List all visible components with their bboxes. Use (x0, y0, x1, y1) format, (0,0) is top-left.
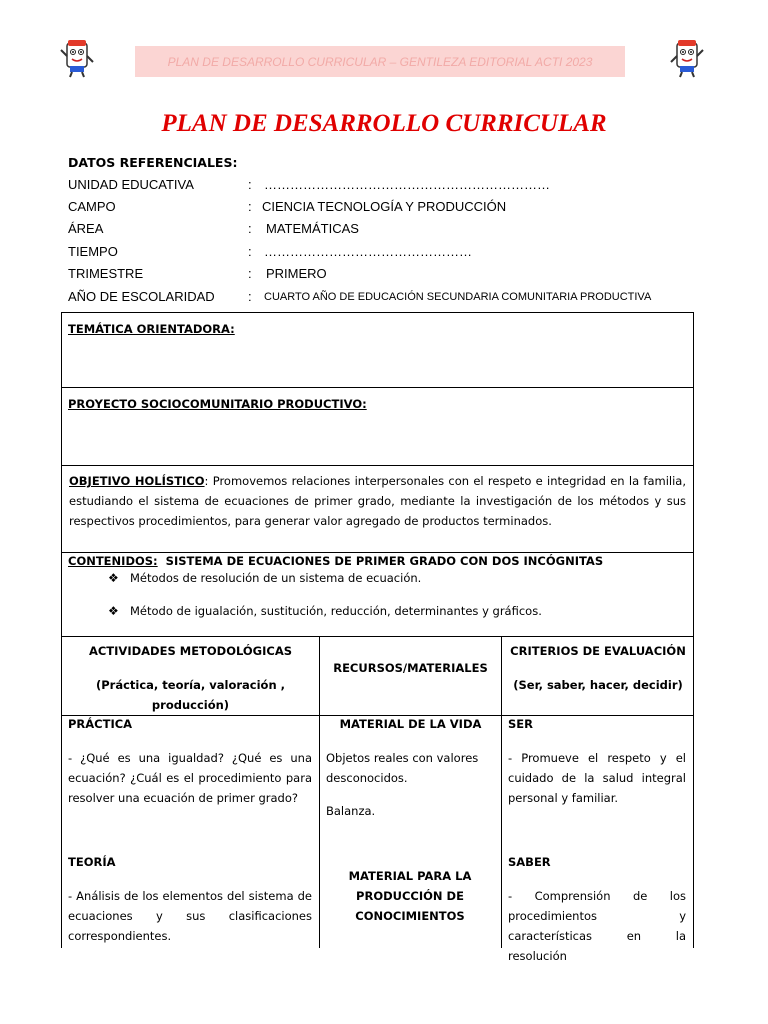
col-header-criterios: CRITERIOS DE EVALUACIÓN (510, 644, 686, 658)
ref-colon: : (248, 266, 252, 281)
balanza-text: Balanza. (326, 804, 376, 818)
contenidos-heading (68, 551, 603, 571)
ref-label: UNIDAD EDUCATIVA (68, 177, 194, 192)
ref-value: ………………………………………… (264, 244, 472, 259)
document-title: PLAN DE DESARROLLO CURRICULAR (161, 110, 607, 137)
col-header-recursos: RECURSOS/MATERIALES (333, 661, 488, 675)
ser-label: SER (508, 717, 533, 731)
contenidos-item (108, 604, 542, 618)
objetivo-text: : Promovemos relaciones interpersonales con el respeto e integridad en la familia, estudiando el sistema de ecuaciones de primer grado, mediante la investigación de los métodos y sus respectivos procedimientos, para generar valor agregado de productos terminados. (69, 474, 686, 528)
mascot-logo-right (670, 38, 704, 78)
row-divider (61, 465, 694, 466)
contenidos-item (108, 571, 421, 585)
teoria-text: - Análisis de los elementos del sistema de ecuaciones y sus clasificaciones correspondientes. (68, 889, 312, 943)
ref-colon: : (248, 221, 252, 236)
proyecto-label: PROYECTO SOCIOCOMUNITARIO PRODUCTIVO: (68, 397, 367, 411)
ref-value: CUARTO AÑO DE EDUCACIÓN SECUNDARIA COMUNITARIA PRODUCTIVA (264, 291, 652, 303)
ref-colon: : (248, 289, 252, 304)
datos-referenciales-heading: DATOS REFERENCIALES: (68, 155, 238, 170)
col-subheader-criterios: (Ser, saber, hacer, decidir) (513, 678, 683, 692)
material-produccion-label: MATERIAL PARA LA PRODUCCIÓN DE CONOCIMIENTOS (348, 869, 472, 923)
ref-label: CAMPO (68, 199, 116, 214)
ref-value: ………………………………………………………… (264, 177, 550, 192)
col-header-actividades: ACTIVIDADES METODOLÓGICAS (88, 644, 293, 658)
objetivo-holistico (69, 471, 686, 531)
contenidos-item-text: Método de igualación, sustitución, reducción, determinantes y gráficos. (130, 604, 542, 618)
saber-text: - Comprensión de los procedimientos y características en la resolución (508, 889, 686, 963)
header-banner: PLAN DE DESARROLLO CURRICULAR – GENTILEZA EDITORIAL ACTI 2023 (135, 46, 625, 77)
objetivo-label: OBJETIVO HOLÍSTICO (69, 474, 205, 488)
row-divider (61, 636, 694, 637)
practica-text: - ¿Qué es una igualdad? ¿Qué es una ecuación? ¿Cuál es el procedimiento para resolver una ecuación de primer grado? (68, 751, 312, 805)
ref-label: TRIMESTRE (68, 266, 144, 281)
practica-label: PRÁCTICA (68, 717, 133, 731)
tematica-label: TEMÁTICA ORIENTADORA: (68, 322, 235, 336)
ref-label: ÁREA (68, 221, 104, 236)
contenidos-label: CONTENIDOS: (68, 554, 158, 568)
column-divider (319, 636, 320, 948)
teoria-label: TEORÍA (68, 855, 116, 869)
ref-colon: : (248, 244, 252, 259)
ref-colon: : (248, 199, 252, 214)
mascot-logo-left (60, 38, 94, 78)
ref-label: AÑO DE ESCOLARIDAD (68, 289, 215, 304)
contenidos-item-text: Métodos de resolución de un sistema de ecuación. (130, 571, 422, 585)
saber-label: SABER (508, 855, 551, 869)
diamond-bullet-icon: ❖ (108, 571, 119, 585)
material-vida-label: MATERIAL DE LA VIDA (339, 717, 482, 731)
row-divider (61, 387, 694, 388)
contenidos-title: SISTEMA DE ECUACIONES DE PRIMER GRADO CON DOS INCÓGNITAS (165, 554, 604, 568)
ref-label: TIEMPO (68, 244, 118, 259)
diamond-bullet-icon: ❖ (108, 604, 119, 618)
ref-value: MATEMÁTICAS (266, 221, 359, 236)
ser-text: - Promueve el respeto y el cuidado de la salud integral personal y familiar. (508, 751, 686, 805)
ref-value: CIENCIA TECNOLOGÍA Y PRODUCCIÓN (262, 199, 507, 214)
material-vida-text: Objetos reales con valores desconocidos. (326, 751, 479, 785)
ref-value: PRIMERO (266, 266, 327, 281)
ref-colon: : (248, 177, 252, 192)
col-subheader-actividades: (Práctica, teoría, valoración , producción) (95, 678, 285, 712)
